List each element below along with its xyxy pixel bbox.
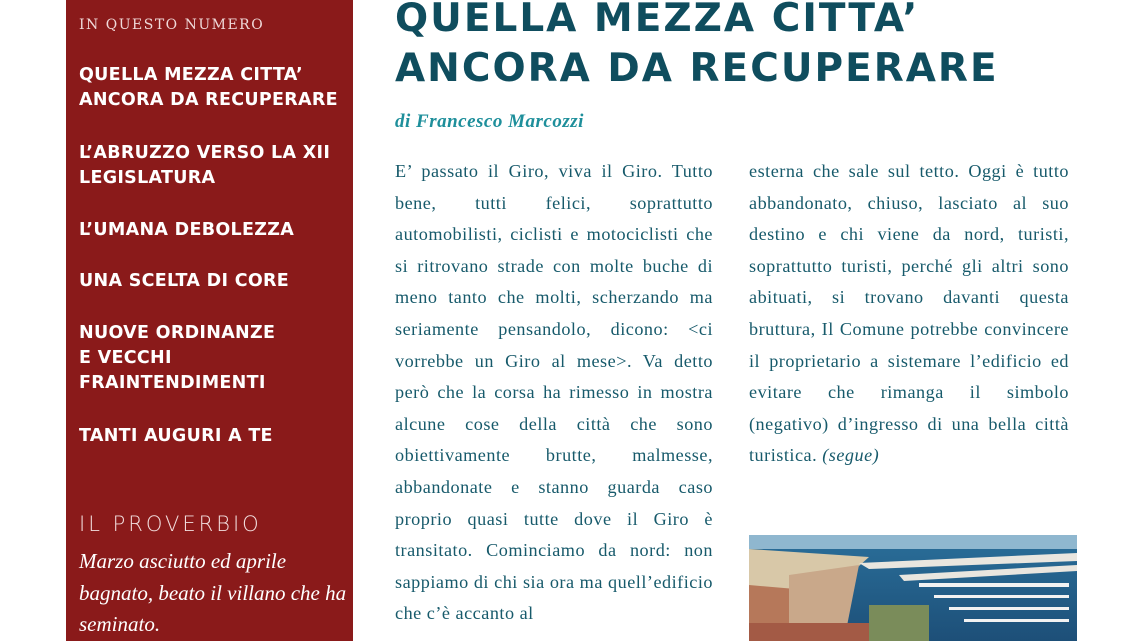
toc-item-scelta-di-core[interactable]: UNA SCELTA DI CORE [79, 271, 290, 291]
toc-item-tanti-auguri[interactable]: TANTI AUGURI A TE [79, 426, 273, 446]
article-column-1: E’ passato il Giro, viva il Giro. Tutto bene, tutti felici, soprattutto automobilisti, ciclisti e motociclisti che si ritrovano strade con molte buche di meno tanto che molti, scherzando ma seriamente pensandolo, dicono: <ci vorrebbe un Giro al mese>. Va detto però che la corsa ha rimesso in mostra alcune cose della città che sono obiettivamente brutte, malmesse, abbandonate e stanno guarda caso proprio quasi tutte dove il Giro è transitato. Cominciamo da nord: non sappiamo di chi sia ora ma quell’edificio che c’è accanto al [395, 161, 713, 624]
toc-item-mezza-citta[interactable]: QUELLA MEZZA CITTA’ ANCORA DA RECUPERARE [79, 65, 338, 110]
proverb-title: IL PROVERBIO [79, 512, 262, 536]
harbor-photo [749, 535, 1077, 641]
toc-item-nuove-ordinanze[interactable]: NUOVE ORDINANZE E VECCHI FRAINTENDIMENTI [79, 323, 276, 393]
proverb-text: Marzo asciutto ed aprile bagnato, beato il villano che ha seminato. [79, 549, 347, 636]
article-byline: di Francesco Marcozzi [395, 111, 584, 132]
sidebar [66, 0, 353, 641]
harbor-aerial-image [749, 535, 1077, 641]
article-headline: QUELLA MEZZA CITTA’ ANCORA DA RECUPERARE [395, 0, 999, 91]
toc-item-abruzzo[interactable]: L’ABRUZZO VERSO LA XII LEGISLATURA [79, 143, 331, 188]
article-column-2-text: esterna che sale sul tetto. Oggi è tutto abbandonato, chiuso, lasciato al suo destino e chi viene da nord, turisti, soprattutto turisti, perché gli altri sono abituati, si trovano davanti questa bruttura, Il Comune potrebbe convincere il proprietario a sistemare l’edificio ed evitare che rimanga il simbolo (negativo) d’ingresso di una bella città turistica. [749, 161, 1069, 466]
toc-item-umana-debolezza[interactable]: L’UMANA DEBOLEZZA [79, 220, 295, 240]
segue-link[interactable]: (segue) [822, 445, 880, 466]
article-column-2 [749, 156, 1069, 472]
issue-kicker: IN QUESTO NUMERO [79, 17, 265, 33]
